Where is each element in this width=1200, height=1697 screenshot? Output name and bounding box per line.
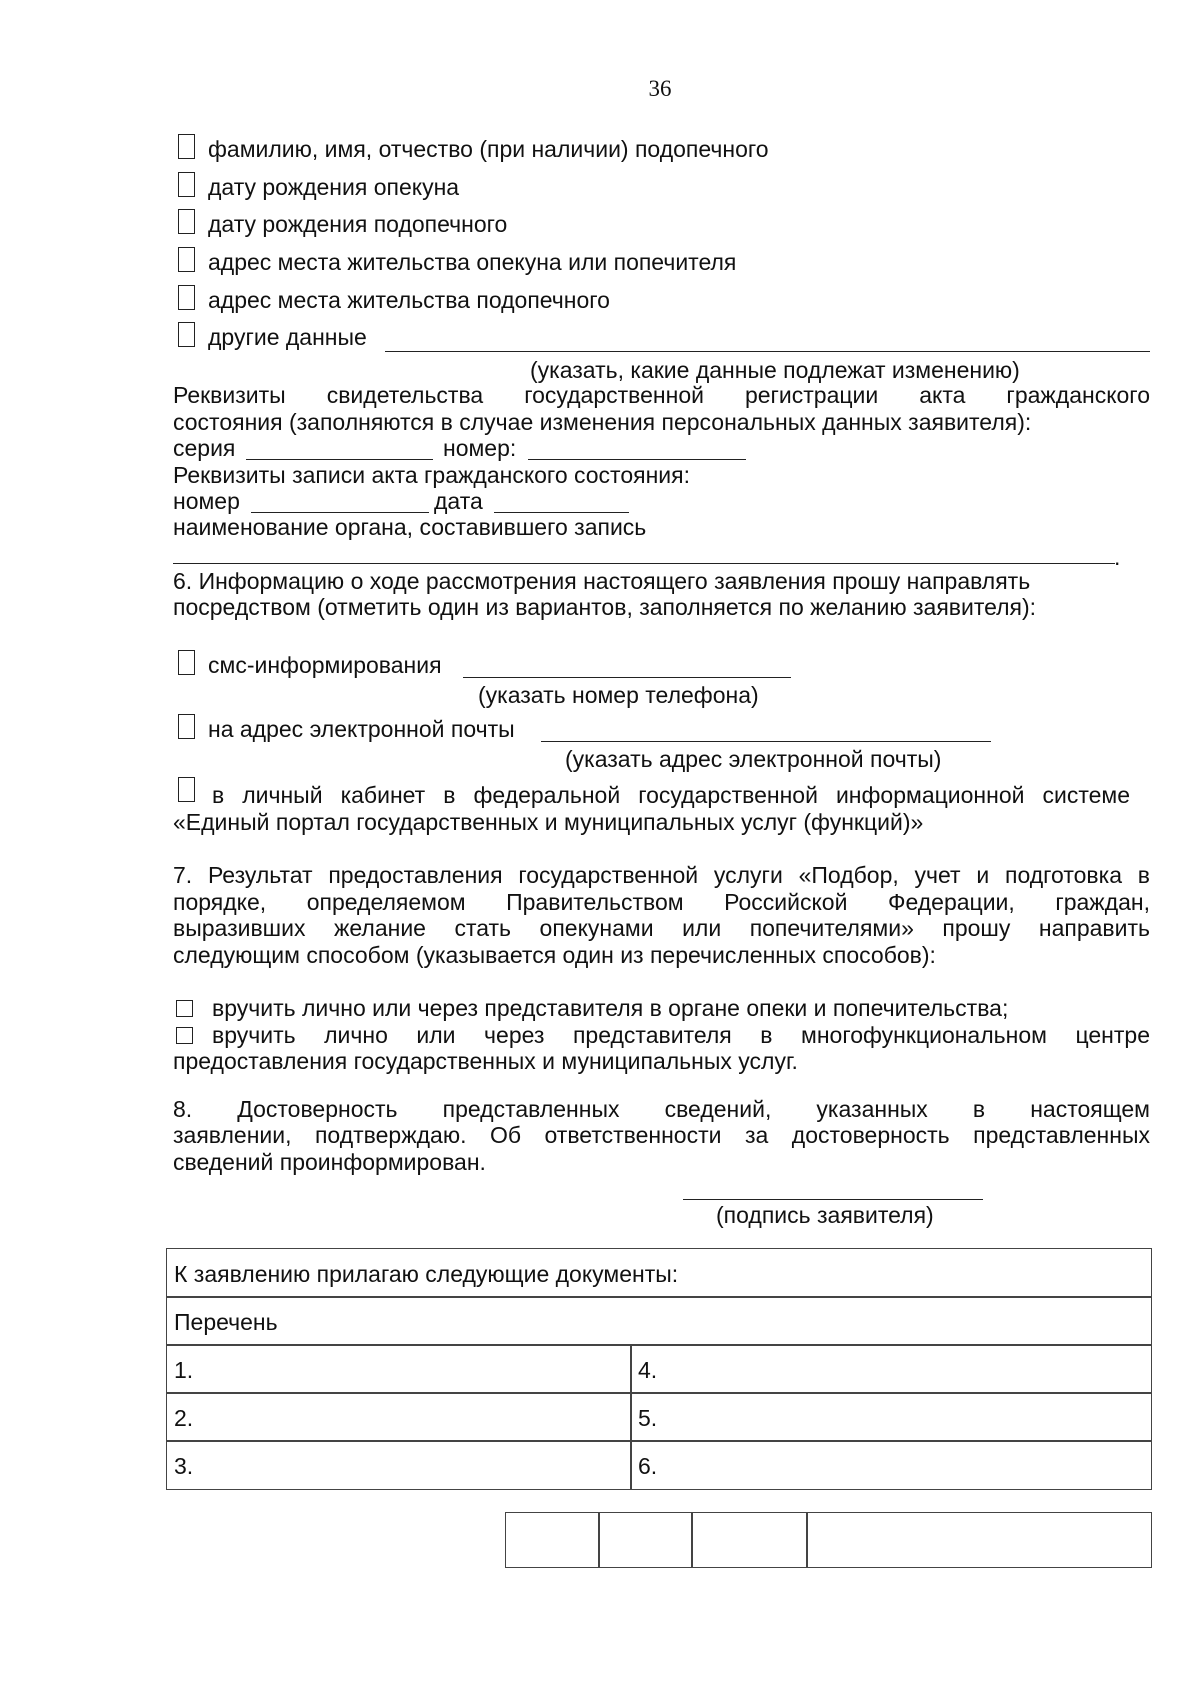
checkbox-other-data[interactable] [178, 322, 195, 347]
series-input-line[interactable] [246, 459, 433, 460]
deliver-option-1: вручить лично или через представителя в органе опеки и попечительства; [212, 995, 1009, 1021]
change-item-label: другие данные [208, 324, 367, 350]
phone-input-line[interactable] [463, 677, 791, 678]
section6-line-2: посредством (отметить один из вариантов, заполняется по желанию заявителя): [173, 594, 1037, 620]
table-row[interactable] [166, 1392, 632, 1442]
change-item-label: фамилию, имя, отчество (при наличии) подопечного [208, 136, 769, 162]
section8-line-3: сведений проинформирован. [173, 1149, 486, 1175]
checkbox-guardian-birthdate[interactable] [178, 172, 195, 197]
section7-line-2: порядке, определяемом Правительством Российской Федерации, граждан, [173, 889, 1150, 915]
cabinet-line-2: «Единый портал государственных и муниципальных услуг (функций)» [173, 809, 924, 835]
change-item-label: адрес места жительства подопечного [208, 287, 610, 313]
other-data-hint: (указать, какие данные подлежат изменению) [530, 357, 1020, 383]
checkbox-ward-address[interactable] [178, 285, 195, 310]
table-list-label: Перечень [174, 1309, 278, 1335]
checkbox-ward-birthdate[interactable] [178, 209, 195, 234]
section7-line-1: 7. Результат предоставления государственной услуги «Подбор, учет и подготовка в [173, 862, 1150, 888]
table-row[interactable] [630, 1344, 1152, 1394]
section7-line-3: выразивших желание стать опекунами или попечителями» прошу направить [173, 915, 1150, 941]
change-item-label: дату рождения опекуна [208, 174, 460, 200]
checkbox-personal-cabinet[interactable] [178, 777, 195, 802]
checkbox-deliver-guardianship[interactable] [176, 1000, 193, 1017]
checkbox-sms[interactable] [178, 650, 195, 675]
checkbox-deliver-mfc[interactable] [176, 1027, 193, 1044]
record-title: Реквизиты записи акта гражданского состояния: [173, 462, 690, 488]
phone-hint: (указать номер телефона) [478, 682, 759, 708]
record-organ-end-dot: . [1114, 544, 1121, 570]
signature-hint: (подпись заявителя) [716, 1202, 934, 1228]
document-number: 2. [174, 1405, 194, 1431]
section6-line-1: 6. Информацию о ходе рассмотрения настоящего заявления прошу направлять [173, 568, 1031, 594]
change-item-label: дату рождения подопечного [208, 211, 508, 237]
email-input-line[interactable] [541, 741, 991, 742]
record-date-input-line[interactable] [494, 512, 629, 513]
sms-label: смс-информирования [208, 652, 442, 678]
document-number: 4. [638, 1357, 658, 1383]
document-number: 1. [174, 1357, 194, 1383]
certificate-line-1: Реквизиты свидетельства государственной регистрации акта гражданского [173, 382, 1150, 408]
checkbox-full-name[interactable] [178, 134, 195, 159]
document-number: 3. [174, 1453, 194, 1479]
record-organ-label: наименование органа, составившего запись [173, 514, 647, 540]
empty-cell[interactable] [505, 1512, 600, 1568]
certificate-line-2: состояния (заполняются в случае изменения персональных данных заявителя): [173, 409, 1032, 435]
deliver-option-2-line-2: предоставления государственных и муниципальных услуг. [173, 1048, 798, 1074]
document-number: 6. [638, 1453, 658, 1479]
series-label: серия [173, 435, 236, 461]
email-hint: (указать адрес электронной почты) [565, 746, 942, 772]
document-number: 5. [638, 1405, 658, 1431]
table-header-cell [166, 1248, 1152, 1298]
checkbox-email[interactable] [178, 714, 195, 739]
section7-line-4: следующим способом (указывается один из перечисленных способов): [173, 942, 936, 968]
other-data-input-line[interactable] [385, 351, 1150, 352]
section8-line-2: заявлении, подтверждаю. Об ответственности за достоверность представленных [173, 1122, 1150, 1148]
deliver-option-2-line-1: вручить лично или через представителя в многофункциональном центре [212, 1022, 1150, 1048]
empty-cell[interactable] [806, 1512, 1152, 1568]
page-number: 36 [648, 76, 672, 101]
table-row[interactable] [166, 1344, 632, 1394]
table-list-label-cell [166, 1296, 1152, 1346]
table-row[interactable] [166, 1440, 632, 1490]
table-row[interactable] [630, 1440, 1152, 1490]
table-header-text: К заявлению прилагаю следующие документы: [174, 1261, 679, 1287]
table-row[interactable] [630, 1392, 1152, 1442]
section8-line-1: 8. Достоверность представленных сведений, указанных в настоящем [173, 1096, 1150, 1122]
record-date-label: дата [434, 488, 483, 514]
record-number-input-line[interactable] [251, 512, 429, 513]
change-item-label: адрес места жительства опекуна или попечителя [208, 249, 737, 275]
checkbox-guardian-address[interactable] [178, 247, 195, 272]
record-organ-input-line[interactable] [173, 563, 1115, 564]
email-label: на адрес электронной почты [208, 716, 515, 742]
certificate-number-input-line[interactable] [528, 459, 746, 460]
empty-cell[interactable] [691, 1512, 808, 1568]
certificate-number-label: номер: [443, 435, 517, 461]
signature-input-line[interactable] [683, 1199, 983, 1200]
cabinet-line-1: в личный кабинет в федеральной государственной информационной системе [212, 782, 1130, 808]
empty-cell[interactable] [598, 1512, 693, 1568]
record-number-label: номер [173, 488, 240, 514]
